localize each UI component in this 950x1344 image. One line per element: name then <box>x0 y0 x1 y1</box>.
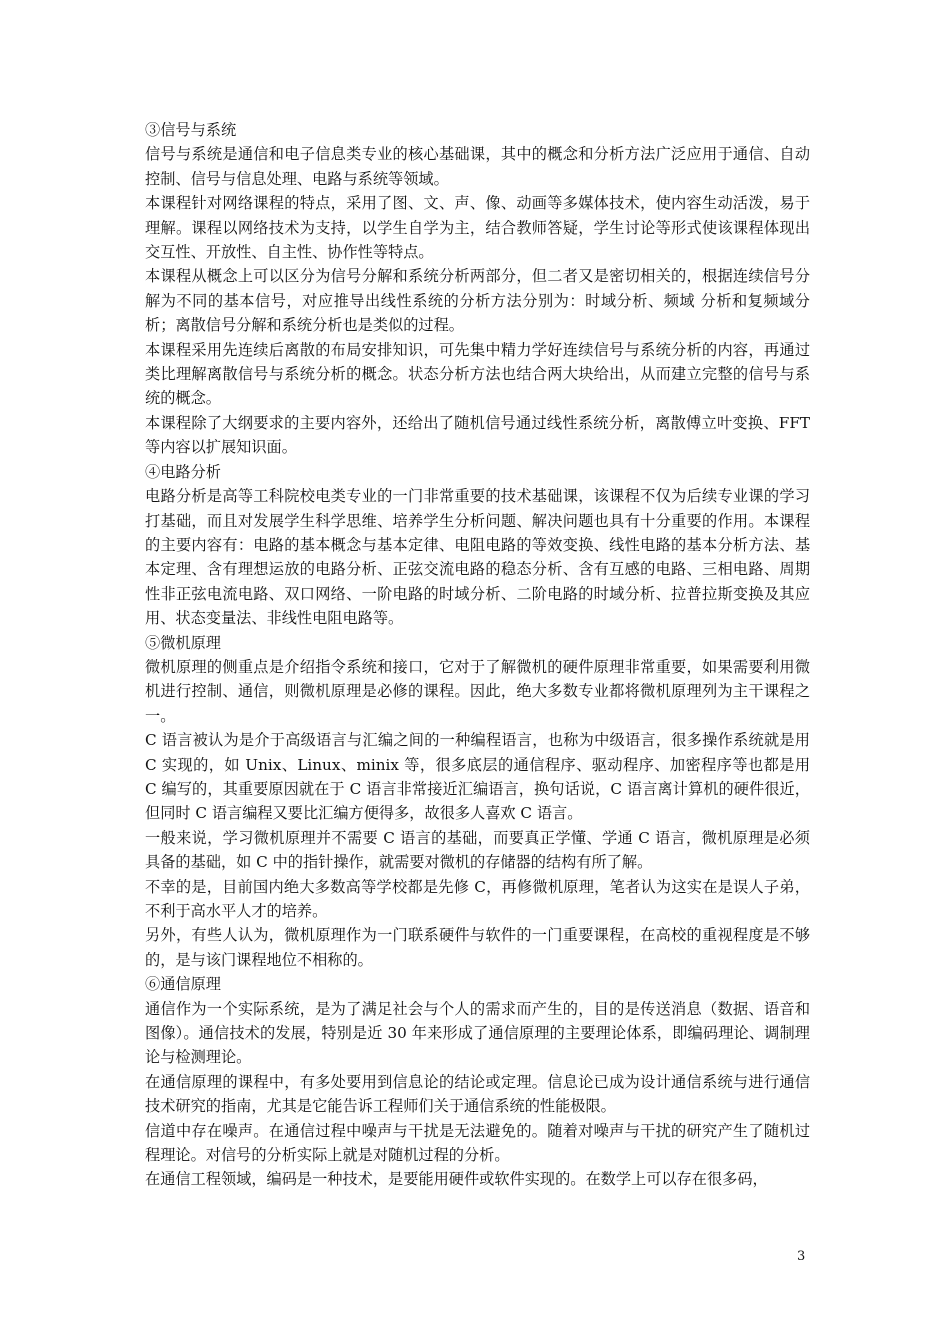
paragraph: 信道中存在噪声。在通信过程中噪声与干扰是无法避免的。随着对噪声与干扰的研究产生了随机过程理论。对信号的分析实际上就是对随机过程的分析。 <box>145 1121 810 1165</box>
paragraph: 本课程采用先连续后离散的布局安排知识，可先集中精力学好连续信号与系统分析的内容，再通过类比理解离散信号与系统分析的概念。状态分析方法也结合两大块给出，从而建立完整的信号与系统的概念。 <box>145 340 810 408</box>
paragraph: 在通信工程领域，编码是一种技术，是要能用硬件或软件实现的。在数学上可以存在很多码， <box>145 1170 768 1189</box>
section-heading-signals-systems: ③信号与系统 <box>145 121 237 139</box>
paragraph: 一般来说，学习微机原理并不需要 C 语言的基础，而要真正学懂、学通 C 语言，微机原理是必须具备的基础，如 C 中的指针操作，就需要对微机的存储器的结构有所了解。 <box>145 828 810 872</box>
paragraph: 信号与系统是通信和电子信息类专业的核心基础课，其中的概念和分析方法广泛应用于通信、自动控制、信号与信息处理、电路与系统等领域。 <box>145 145 810 188</box>
paragraph: 本课程针对网络课程的特点，采用了图、文、声、像、动画等多媒体技术，使内容生动活泼，易于理解。课程以网络技术为支持，以学生自学为主，结合教师答疑，学生讨论等形式使该课程体现出交互性、开放性、自主性、协作性等特点。 <box>145 194 810 262</box>
paragraph: 不幸的是，目前国内绝大多数高等学校都是先修 C，再修微机原理，笔者认为这实在是误人子弟，不利于高水平人才的培养。 <box>145 877 810 920</box>
section-heading-microcomputer-principles: ⑤微机原理 <box>145 633 221 652</box>
paragraph: 本课程除了大纲要求的主要内容外，还给出了随机信号通过线性系统分析，离散傅立叶变换、FFT 等内容以扩展知识面。 <box>145 413 810 457</box>
paragraph: 本课程从概念上可以区分为信号分解和系统分析两部分，但二者又是密切相关的，根据连续信号分解为不同的基本信号，对应推导出线性系统的分析方法分别为：时域分析、频域 分析和复频域分析；离散信号分解和系统分析也是类似的过程。 <box>145 267 810 335</box>
paragraph: 微机原理的侧重点是介绍指令系统和接口，它对于了解微机的硬件原理非常重要，如果需要利用微机进行控制、通信，则微机原理是必修的课程。因此，绝大多数专业都将微机原理列为主干课程之一。 <box>145 657 810 725</box>
section-heading-circuit-analysis: ④电路分析 <box>145 462 221 481</box>
paragraph: 电路分析是高等工科院校电类专业的一门非常重要的技术基础课，该课程不仅为后续专业课的学习打基础，而且对发展学生科学思维、培养学生分析问题、解决问题也具有十分重要的作用。本课程的主要内容有：电路的基本概念与基本定律、电阻电路的等效变换、线性电路的基本分析方法、基本定理、含有理想运放的电路分析、正弦交流电路的稳态分析、含有互感的电路、三相电路、周期性非正弦电流电路、双口网络、一阶电路的时域分析、二阶电路的时域分析、拉普拉斯变换及其应用、状态变量法、非线性电阻电路等。 <box>145 487 810 628</box>
paragraph: 在通信原理的课程中，有多处要用到信息论的结论或定理。信息论已成为设计通信系统与进行通信技术研究的指南，尤其是它能告诉工程师们关于通信系统的性能极限。 <box>145 1072 810 1116</box>
document-body <box>145 118 810 1192</box>
paragraph: 另外，有些人认为，微机原理作为一门联系硬件与软件的一门重要课程，在高校的重视程度是不够的，是与该门课程地位不相称的。 <box>145 926 810 969</box>
paragraph: 通信作为一个实际系统，是为了满足社会与个人的需求而产生的，目的是传送消息（数据、语音和图像）。通信技术的发展，特别是近 30 年来形成了通信原理的主要理论体系，即编码理论、调制理论与检测理论。 <box>145 999 810 1067</box>
paragraph: C 语言被认为是介于高级语言与汇编之间的一种编程语言，也称为中级语言，很多操作系统就是用 C 实现的，如 Unix、Linux、minix 等，很多底层的通信程序、驱动程序、加密程序等也都是用 C 编写的，其重要原因就在于 C 语言非常接近汇编语言，换句话说，C 语言离计算机的硬件很近，但同时 C 语言编程又要比汇编方便得多，故很多人喜欢 C 语言。 <box>145 731 810 823</box>
section-heading-communication-principles: ⑥通信原理 <box>145 975 221 994</box>
page-number: 3 <box>797 1249 806 1264</box>
